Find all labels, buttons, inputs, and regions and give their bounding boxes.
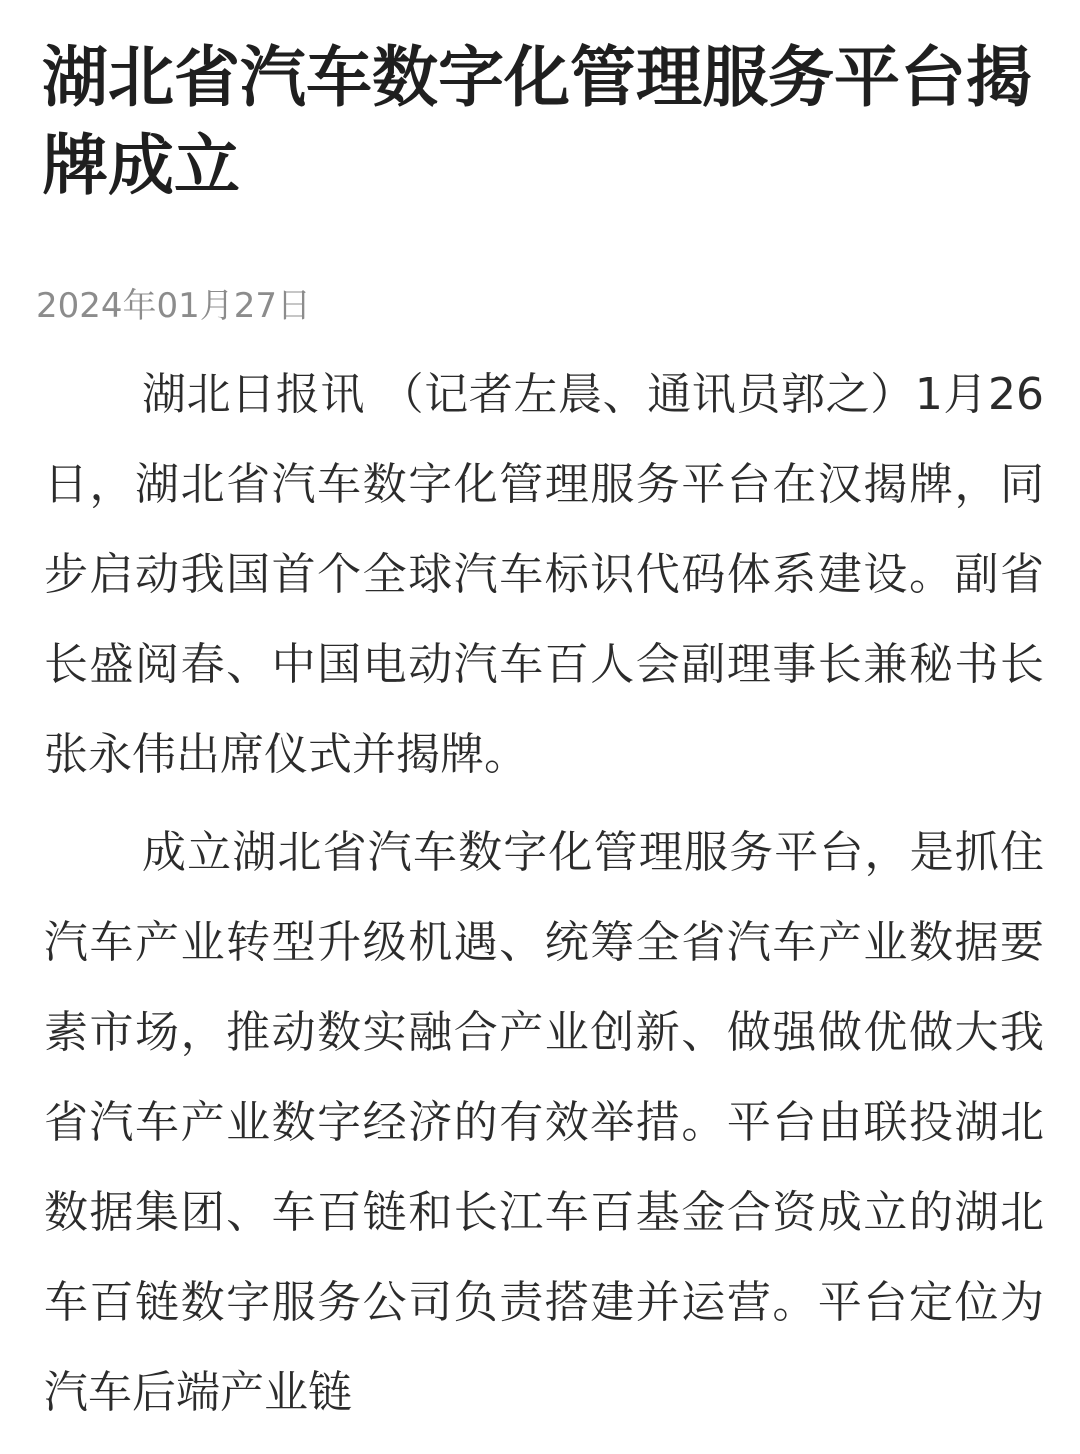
article-paragraph: 湖北日报讯 （记者左晨、通讯员郭之）1月26日，湖北省汽车数字化管理服务平台在汉揭牌，同步启动我国首个全球汽车标识代码体系建设。副省长盛阅春、中国电动汽车百人会副理事长兼秘书长张永伟出席仪式并揭牌。 (44, 369, 1044, 780)
article-title: 湖北省汽车数字化管理服务平台揭牌成立 (42, 39, 1032, 204)
article-paragraph: 成立湖北省汽车数字化管理服务平台，是抓住汽车产业转型升级机遇、统筹全省汽车产业数据要素市场，推动数实融合产业创新、做强做优做大我省汽车产业数字经济的有效举措。平台由联投湖北数据集团、车百链和长江车百基金合资成立的湖北车百链数字服务公司负责搭建并运营。平台定位为汽车后端产业链 (44, 827, 1044, 1418)
publish-date: 2024年01月27日 (36, 286, 312, 326)
